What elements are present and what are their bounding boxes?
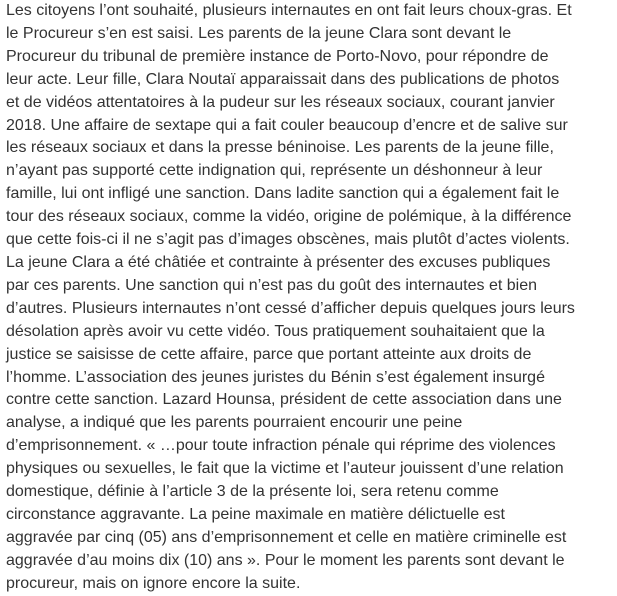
article-body [6, 0, 612, 596]
article-line: n’ayant pas supporté cette indignation qui, représente un déshonneur à leur [6, 162, 543, 180]
article-line: tour des réseaux sociaux, comme la vidéo, origine de polémique, à la différence [6, 208, 572, 226]
article-line: les réseaux sociaux et dans la presse béninoise. Les parents de la jeune fille, [6, 139, 554, 157]
article-line: domestique, définie à l’article 3 de la présente loi, sera retenu comme [6, 483, 499, 501]
article-line: l’homme. L’association des jeunes juristes du Bénin s’est également insurgé [6, 368, 545, 386]
article-line: procureur, mais on ignore encore la suite. [6, 574, 301, 592]
article-line: et de vidéos attentatoires à la pudeur sur les réseaux sociaux, courant janvier [6, 93, 555, 111]
article-line: 2018. Une affaire de sextape qui a fait couler beaucoup d’encre et de salive sur [6, 116, 568, 134]
article-line: contre cette sanction. Lazard Hounsa, président de cette association dans une [6, 391, 562, 409]
article-line: La jeune Clara a été châtiée et contrainte à présenter des excuses publiques [6, 253, 551, 271]
article-line: le Procureur s’en est saisi. Les parents de la jeune Clara sont devant le [6, 24, 512, 42]
article-line: circonstance aggravante. La peine maximale en matière délictuelle est [6, 505, 505, 523]
article-line: leur acte. Leur fille, Clara Noutaï apparaissait dans des publications de photos [6, 70, 560, 88]
article-line: aggravée par cinq (05) ans d’emprisonnement et celle en matière criminelle est [6, 528, 567, 546]
article-line: Les citoyens l’ont souhaité, plusieurs internautes en ont fait leurs choux-gras. Et [6, 2, 572, 19]
article-line: que cette fois-ci il ne s’agit pas d’images obscènes, mais plutôt d’actes violents. [6, 231, 570, 249]
article-line: analyse, a indiqué que les parents pourraient encourir une peine [6, 414, 463, 432]
article-line: désolation après avoir vu cette vidéo. Tous pratiquement souhaitaient que la [6, 322, 545, 340]
article-line: par ces parents. Une sanction qui n’est pas du goût des internautes et bien [6, 276, 538, 294]
article-line: aggravée d’au moins dix (10) ans ». Pour le moment les parents sont devant le [6, 551, 565, 569]
article-line: Procureur du tribunal de première instance de Porto-Novo, pour répondre de [6, 47, 549, 65]
article-line: d’emprisonnement. « …pour toute infraction pénale qui réprime des violences [6, 437, 556, 455]
article-line: famille, lui ont infligé une sanction. Dans ladite sanction qui a également fait le [6, 185, 560, 203]
article-line: d’autres. Plusieurs internautes n’ont cessé d’afficher depuis quelques jours leurs [6, 299, 575, 317]
article-line: justice se saisisse de cette affaire, parce que portant atteinte aux droits de [6, 345, 532, 363]
article-line: physiques ou sexuelles, le fait que la victime et l’auteur jouissent d’une relation [6, 460, 564, 478]
